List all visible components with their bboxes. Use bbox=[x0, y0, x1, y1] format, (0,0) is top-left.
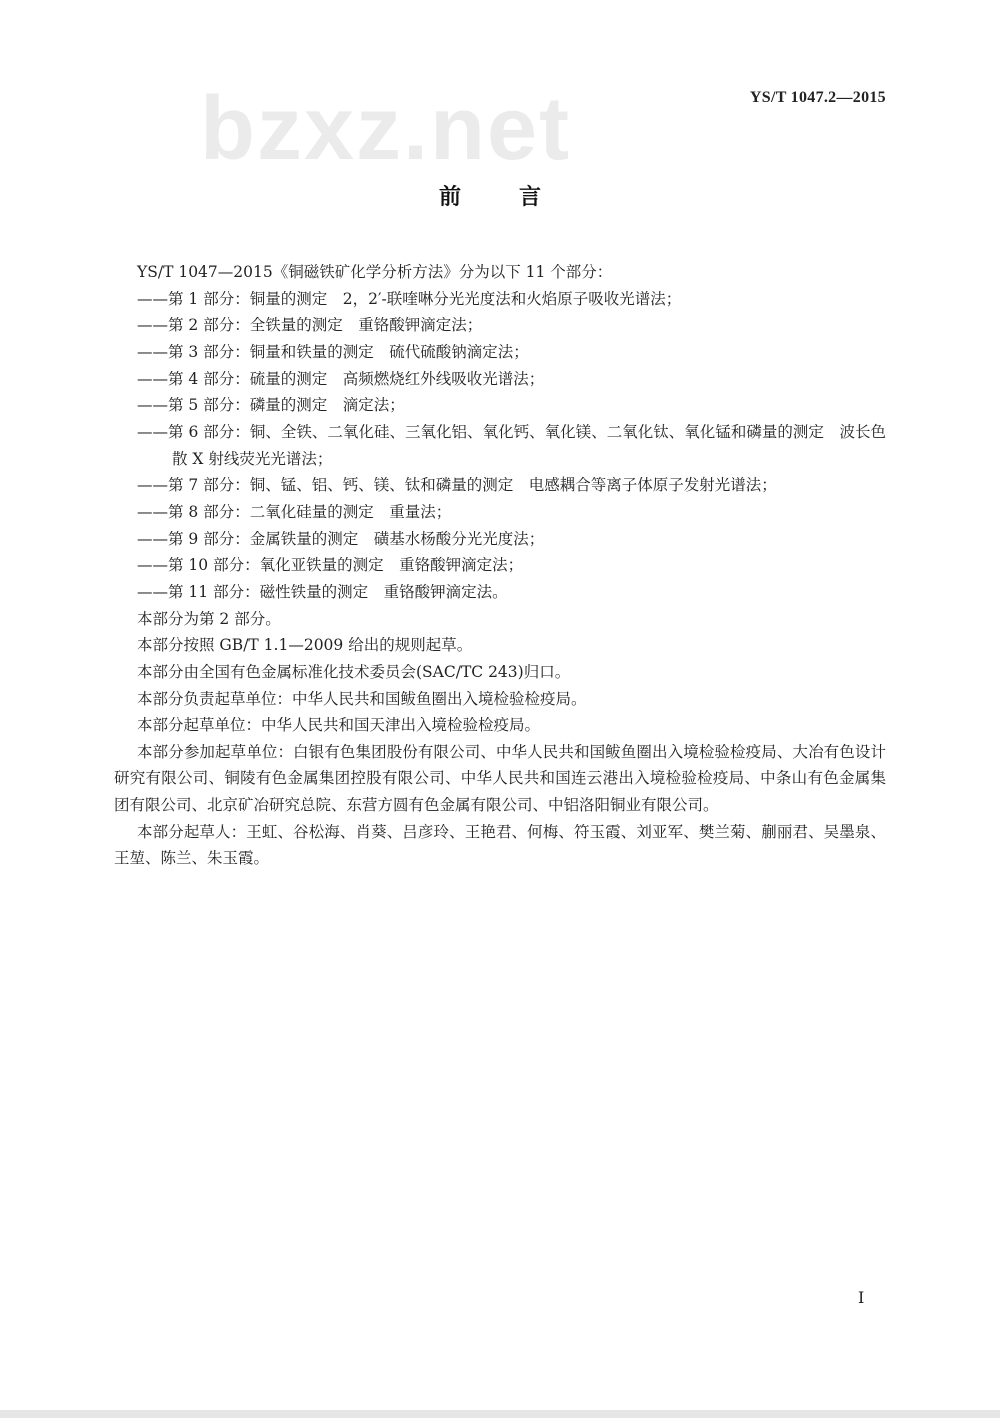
part-item: ——第 5 部分：磷量的测定 滴定法； bbox=[137, 396, 405, 415]
paragraph: 本部分起草人：王虹、谷松海、肖葵、吕彦玲、王艳君、何梅、符玉霞、刘亚军、樊兰菊、蒯丽君、吴墨泉、王堃、陈兰、朱玉霞。 bbox=[114, 822, 886, 868]
paragraph: 本部分按照 GB/T 1.1—2009 给出的规则起草。 bbox=[137, 636, 473, 655]
document-body bbox=[114, 259, 886, 872]
paragraph: 本部分参加起草单位：白银有色集团股份有限公司、中华人民共和国鲅鱼圈出入境检验检疫局、大冶有色设计研究有限公司、铜陵有色金属集团控股有限公司、中华人民共和国连云港出入境检验检疫局、中条山有色金属集团有限公司、北京矿冶研究总院、东营方圆有色金属有限公司、中铝洛阳铜业有限公司。 bbox=[114, 742, 886, 815]
paragraph: 本部分负责起草单位：中华人民共和国鲅鱼圈出入境检验检疫局。 bbox=[137, 689, 587, 708]
page-title: 前言 bbox=[438, 185, 599, 210]
paragraph: 本部分为第 2 部分。 bbox=[137, 609, 281, 628]
part-item: ——第 11 部分：磁性铁量的测定 重铬酸钾滴定法。 bbox=[137, 582, 508, 601]
part-item: ——第 10 部分：氧化亚铁量的测定 重铬酸钾滴定法； bbox=[137, 556, 524, 575]
page-number: I bbox=[858, 1288, 865, 1307]
part-item: ——第 8 部分：二氧化硅量的测定 重量法； bbox=[137, 502, 452, 521]
watermark: bzxz.net bbox=[200, 84, 572, 174]
part-item: ——第 9 部分：金属铁量的测定 磺基水杨酸分光光度法； bbox=[137, 529, 545, 548]
part-item: ——第 3 部分：铜量和铁量的测定 硫代硫酸钠滴定法； bbox=[137, 342, 529, 361]
page-bottom-edge bbox=[0, 1410, 1000, 1418]
part-item: ——第 7 部分：铜、锰、铝、钙、镁、钛和磷量的测定 电感耦合等离子体原子发射光谱法； bbox=[137, 476, 777, 495]
part-item: ——第 4 部分：硫量的测定 高频燃烧红外线吸收光谱法； bbox=[137, 369, 545, 388]
intro-paragraph: YS/T 1047—2015《铜磁铁矿化学分析方法》分为以下 11 个部分： bbox=[137, 263, 613, 281]
part-item: ——第 2 部分：全铁量的测定 重铬酸钾滴定法； bbox=[137, 316, 483, 335]
paragraph: 本部分由全国有色金属标准化技术委员会(SAC/TC 243)归口。 bbox=[137, 662, 571, 681]
part-item: ——第 6 部分：铜、全铁、二氧化硅、三氧化铝、氧化钙、氧化镁、二氧化钛、氧化锰和磷量的测定 波长色散 X 射线荧光光谱法； bbox=[137, 422, 886, 468]
part-item: ——第 1 部分：铜量的测定 2，2′-联喹啉分光光度法和火焰原子吸收光谱法； bbox=[137, 289, 682, 308]
standard-code: YS/T 1047.2—2015 bbox=[749, 89, 886, 106]
paragraph: 本部分起草单位：中华人民共和国天津出入境检验检疫局。 bbox=[137, 716, 541, 735]
